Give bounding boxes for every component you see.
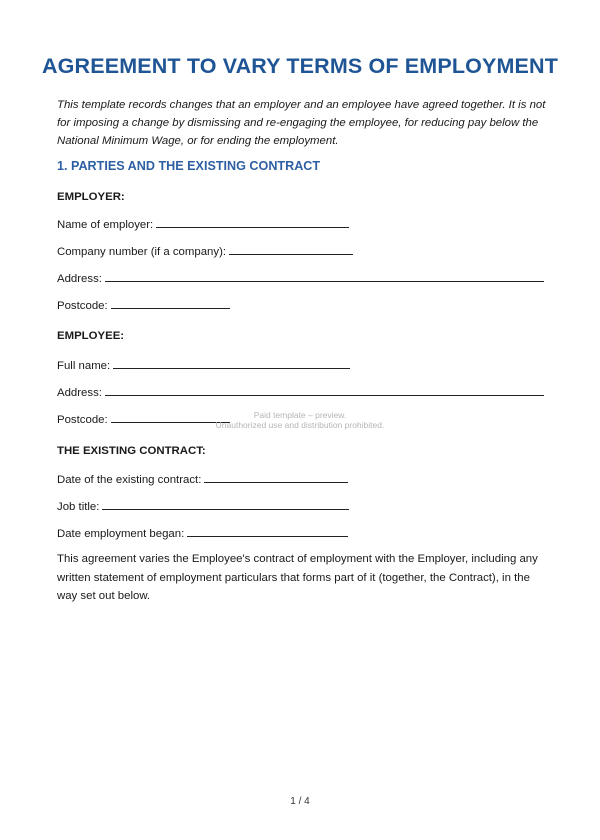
employee-name-label: Full name: [57, 360, 111, 372]
employment-began-label: Date employment began: [57, 528, 185, 540]
section-heading-parties: 1. PARTIES AND THE EXISTING CONTRACT [57, 159, 321, 173]
company-number-blank[interactable] [229, 243, 353, 255]
page-number: 1 / 4 [290, 796, 310, 807]
employer-address-blank[interactable] [105, 270, 544, 282]
company-number-field[interactable] [57, 243, 353, 258]
company-number-label: Company number (if a company): [57, 246, 227, 258]
employee-address-label: Address: [57, 387, 102, 399]
existing-contract-heading: THE EXISTING CONTRACT: [57, 445, 206, 457]
employment-began-blank[interactable] [187, 525, 348, 537]
job-title-blank[interactable] [102, 498, 349, 510]
employer-heading: EMPLOYER: [57, 191, 125, 203]
employer-postcode-blank[interactable] [111, 297, 230, 309]
employer-name-label: Name of employer: [57, 219, 154, 231]
employee-address-blank[interactable] [105, 384, 544, 396]
watermark-line-1: Paid template – preview. [253, 410, 347, 420]
employer-postcode-label: Postcode: [57, 300, 108, 312]
contract-date-label: Date of the existing contract: [57, 474, 202, 486]
employer-name-field[interactable] [57, 216, 349, 231]
contract-date-blank[interactable] [204, 471, 348, 483]
employer-postcode-field[interactable] [57, 297, 230, 312]
preview-watermark [0, 410, 600, 430]
watermark-line-2: Unauthorized use and distribution prohibited. [215, 420, 385, 430]
employment-began-field[interactable] [57, 525, 348, 540]
intro-paragraph: This template records changes that an employer and an employee have agreed together. It is not for imposing a change by dismissing and re-engaging the employee, for reducing pay below the National Minimum Wage, or for ending the employment. [57, 99, 546, 147]
closing-paragraph: This agreement varies the Employee's contract of employment with the Employer, including any written statement of employment particulars that forms part of it (together, the Contract), in the way set out below. [57, 553, 538, 602]
employer-name-blank[interactable] [156, 216, 349, 228]
job-title-label: Job title: [57, 501, 100, 513]
employee-name-blank[interactable] [113, 357, 350, 369]
employer-address-field[interactable] [57, 270, 544, 285]
contract-date-field[interactable] [57, 471, 348, 486]
document-title: AGREEMENT TO VARY TERMS OF EMPLOYMENT [41, 54, 558, 78]
employee-name-field[interactable] [57, 357, 350, 372]
job-title-field[interactable] [57, 498, 349, 513]
employee-postcode-label: Postcode: [57, 414, 108, 426]
employee-address-field[interactable] [57, 384, 544, 399]
employer-address-label: Address: [57, 273, 102, 285]
employee-heading: EMPLOYEE: [57, 330, 125, 342]
